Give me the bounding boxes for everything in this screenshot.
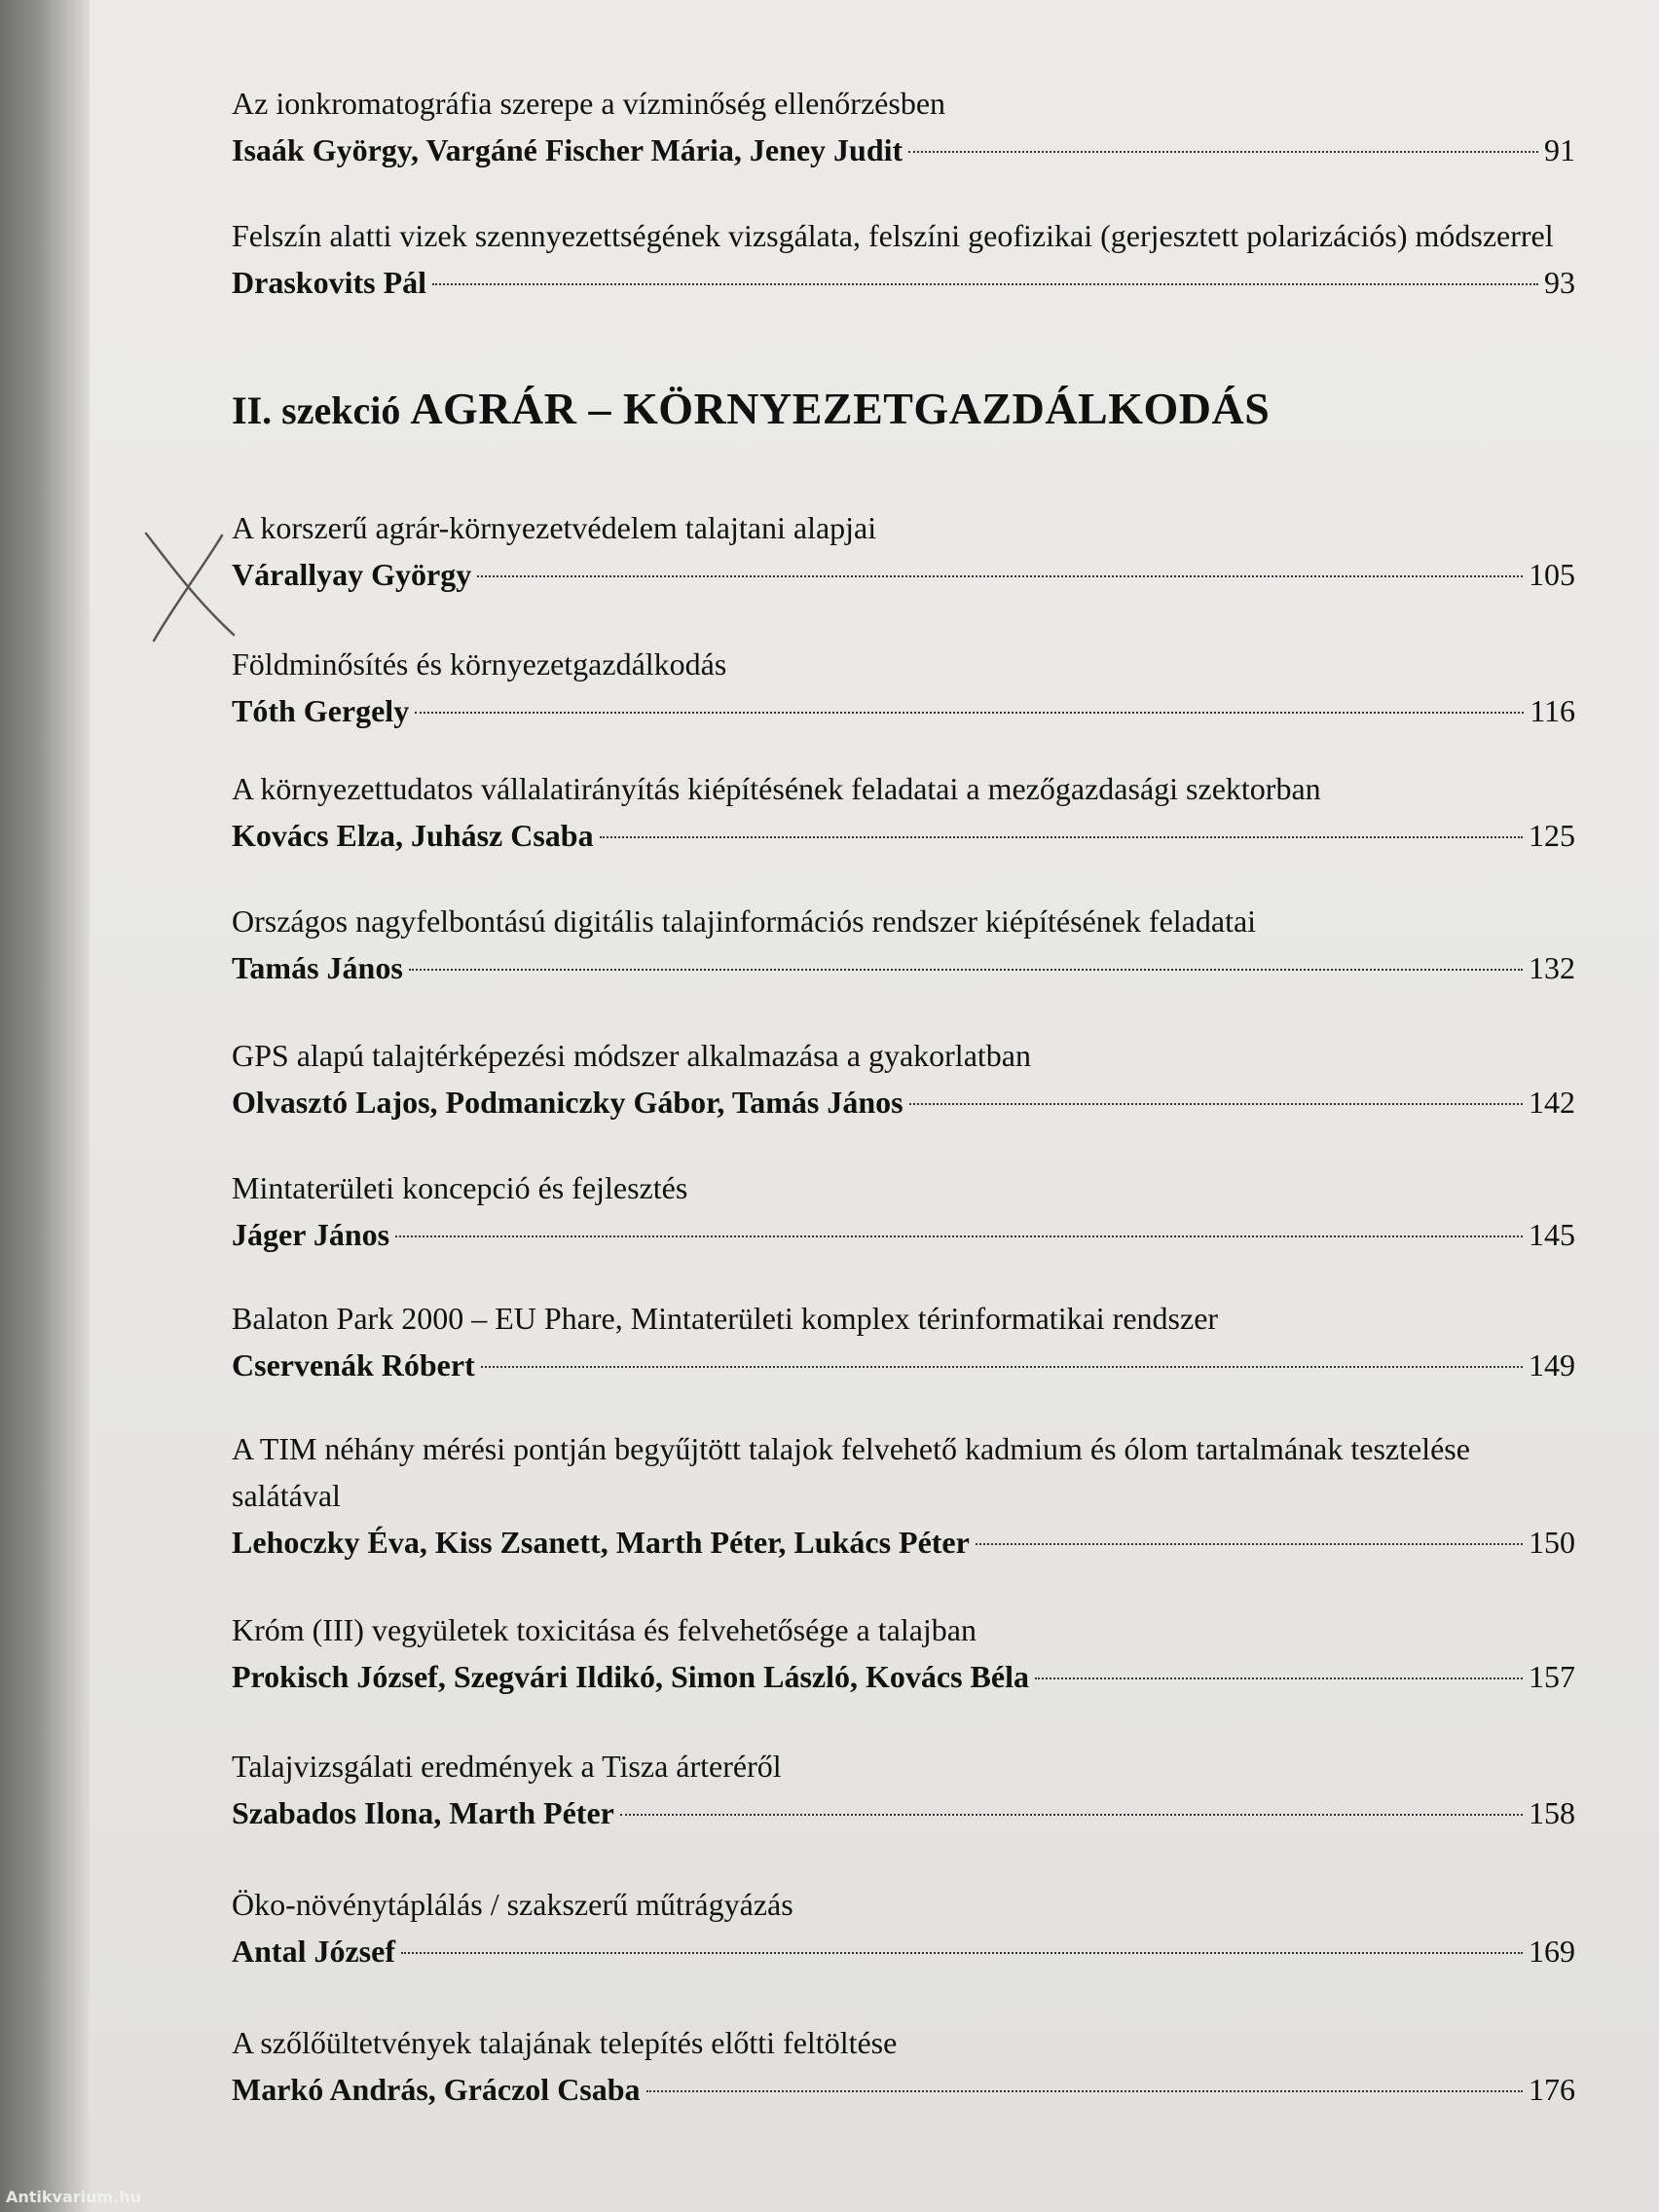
entry-authors: Isaák György, Vargáné Fischer Mária, Jeney Judit (232, 132, 903, 167)
entry-title: Króm (III) vegyületek toxicitása és felvehetősége a talajban (232, 1612, 977, 1647)
entry-page-number: 145 (1529, 1217, 1575, 1252)
dot-leader (409, 969, 1523, 971)
entry-title: Öko-növénytáplálás / szakszerű műtrágyázás (232, 1887, 793, 1922)
toc-entry (232, 1881, 1575, 1974)
entry-page-number: 158 (1529, 1795, 1575, 1830)
handwritten-x-mark (136, 526, 243, 643)
section-prefix: II. szekció (232, 388, 401, 432)
entry-title: Felszín alatti vizek szennyezettségének vizsgálata, felszíni geofizikai (gerjesztett polarizációs) módszerrel (232, 218, 1554, 253)
dot-leader (646, 2090, 1523, 2092)
entry-title: A környezettudatos vállalatirányítás kiépítésének feladatai a mezőgazdasági szektorban (232, 771, 1321, 806)
entry-title: Talajvizsgálati eredmények a Tisza árteréről (232, 1749, 782, 1784)
dot-leader (415, 712, 1524, 714)
entry-title: Országos nagyfelbontású digitális talajinformációs rendszer kiépítésének feladatai (232, 903, 1257, 939)
entry-title: A korszerű agrár-környezetvédelem talajtani alapjai (232, 510, 877, 545)
entry-authors-line (232, 1928, 1575, 1974)
dot-leader (395, 1235, 1523, 1237)
toc-entry (232, 1425, 1575, 1566)
entry-title: Mintaterületi koncepció és fejlesztés (232, 1170, 688, 1205)
dot-leader (432, 283, 1538, 285)
toc-entry (232, 1164, 1575, 1258)
entry-title: A TIM néhány mérési pontján begyűjtött talajok felvehető kadmium és ólom tartalmának tesztelése salátával (232, 1431, 1470, 1513)
entry-authors: Szabados Ilona, Marth Péter (232, 1795, 614, 1830)
entry-page-number: 91 (1544, 132, 1575, 167)
entry-page-number: 176 (1529, 2072, 1575, 2107)
entry-page-number: 149 (1529, 1347, 1575, 1382)
entry-authors: Antal József (232, 1934, 395, 1969)
entry-page-number: 169 (1529, 1934, 1575, 1969)
entry-authors-line (232, 1342, 1575, 1388)
entry-title: Földminősítés és környezetgazdálkodás (232, 646, 727, 682)
section-heading (232, 382, 1270, 438)
dot-leader (976, 1543, 1523, 1545)
entry-page-number: 142 (1529, 1085, 1575, 1120)
toc-entry (232, 1295, 1575, 1388)
entry-page-number: 132 (1529, 950, 1575, 985)
entry-authors-line (232, 1789, 1575, 1836)
entry-authors: Várallyay György (232, 557, 472, 592)
toc-entry (232, 212, 1575, 306)
entry-page-number: 157 (1529, 1659, 1575, 1694)
entry-authors-line (232, 1653, 1575, 1700)
dot-leader (620, 1814, 1523, 1816)
entry-page-number: 116 (1530, 693, 1575, 728)
entry-title: Az ionkromatográfia szerepe a vízminőség ellenőrzésben (232, 86, 946, 121)
entry-authors: Cservenák Róbert (232, 1347, 475, 1382)
toc-entry (232, 1743, 1575, 1836)
entry-authors-line (232, 2066, 1575, 2113)
entry-authors-line (232, 944, 1575, 991)
entry-authors: Tamás János (232, 950, 403, 985)
dot-leader (600, 836, 1523, 838)
entry-title: Balaton Park 2000 – EU Phare, Mintaterületi komplex térinformatikai rendszer (232, 1301, 1219, 1336)
dot-leader (909, 1103, 1523, 1105)
entry-authors-line (232, 812, 1575, 859)
entry-page-number: 105 (1529, 557, 1575, 592)
entry-authors: Markó András, Gráczol Csaba (232, 2072, 641, 2107)
dot-leader (1035, 1677, 1523, 1679)
dot-leader (481, 1366, 1523, 1368)
toc-entry (232, 641, 1575, 734)
entry-authors: Draskovits Pál (232, 265, 426, 300)
entry-authors: Kovács Elza, Juhász Csaba (232, 818, 594, 853)
entry-authors-line (232, 687, 1575, 734)
dot-leader (401, 1952, 1523, 1954)
entry-authors-line (232, 259, 1575, 306)
entry-authors: Olvasztó Lajos, Podmaniczky Gábor, Tamás János (232, 1085, 903, 1120)
entry-title: GPS alapú talajtérképezési módszer alkalmazása a gyakorlatban (232, 1038, 1031, 1073)
section-name: AGRÁR – KÖRNYEZETGAZDÁLKODÁS (410, 384, 1271, 433)
entry-title: A szőlőültetvények talajának telepítés előtti feltöltése (232, 2025, 898, 2060)
entry-page-number: 150 (1529, 1525, 1575, 1560)
toc-entry (232, 1032, 1575, 1125)
dot-leader (908, 151, 1538, 153)
entry-authors-line (232, 127, 1575, 173)
entry-page-number: 125 (1529, 818, 1575, 853)
entry-authors-line (232, 1079, 1575, 1125)
entry-authors: Lehoczky Éva, Kiss Zsanett, Marth Péter, Lukács Péter (232, 1525, 970, 1560)
toc-entry (232, 765, 1575, 859)
toc-entry (232, 80, 1575, 173)
page-gutter-shadow (0, 0, 90, 2212)
toc-entry (232, 2019, 1575, 2113)
entry-authors-line (232, 1519, 1575, 1566)
watermark: Antikvarium.hu (6, 2188, 142, 2206)
entry-authors: Jáger János (232, 1217, 390, 1252)
toc-entry (232, 504, 1575, 598)
toc-entry (232, 1606, 1575, 1700)
dot-leader (477, 575, 1523, 577)
entry-page-number: 93 (1544, 265, 1575, 300)
entry-authors-line (232, 1211, 1575, 1258)
entry-authors: Prokisch József, Szegvári Ildikó, Simon László, Kovács Béla (232, 1659, 1029, 1694)
entry-authors-line (232, 551, 1575, 598)
toc-entry (232, 898, 1575, 991)
entry-authors: Tóth Gergely (232, 693, 410, 728)
